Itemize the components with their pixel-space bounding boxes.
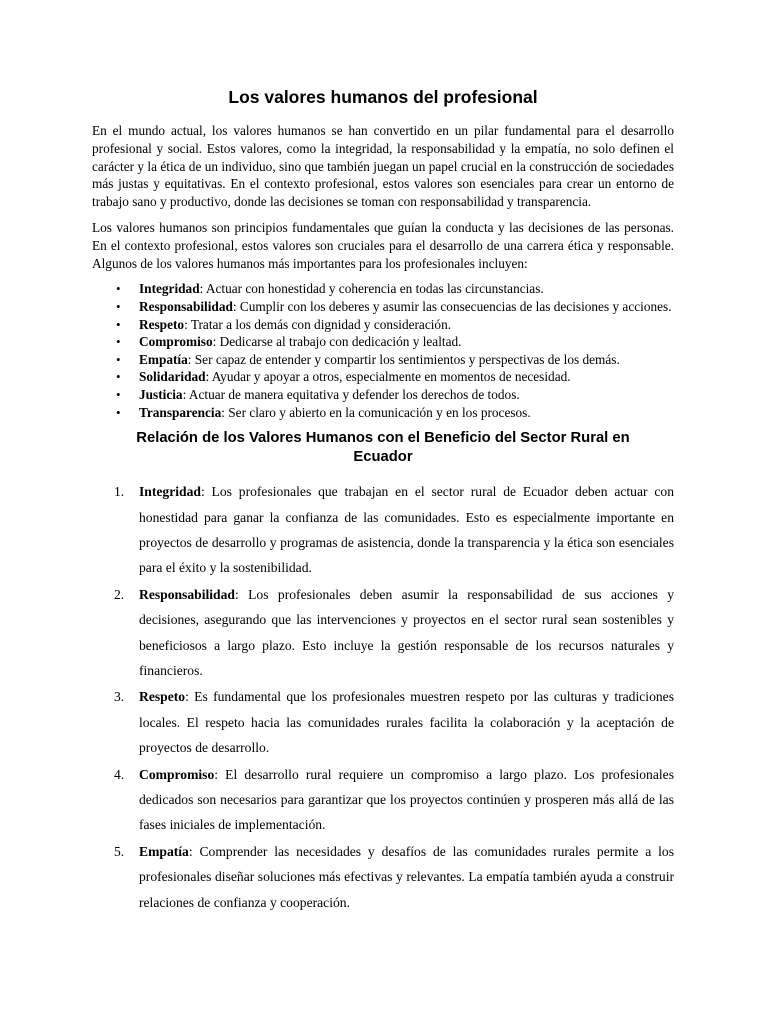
value-term: Transparencia bbox=[139, 404, 222, 420]
value-description: : Actuar con honestidad y coherencia en todas las circunstancias. bbox=[199, 281, 544, 297]
bullet-item bbox=[92, 280, 674, 298]
value-term: Integridad bbox=[139, 281, 200, 297]
value-description: : Ayudar y apoyar a otros, especialmente en momentos de necesidad. bbox=[205, 369, 571, 385]
value-term: Respeto bbox=[139, 689, 186, 705]
item-description: : Los profesionales que trabajan en el sector rural de Ecuador deben actuar con honestidad para ganar la confianza de las comunidades. Esto es especialmente importante en proyectos de desarrollo y programas de asistencia, donde la transparencia y la ética son esenciales para el éxito y la sostenibilidad. bbox=[139, 484, 674, 576]
bullet-item bbox=[92, 333, 674, 351]
document-title: Los valores humanos del profesional bbox=[228, 87, 538, 107]
section-heading: Relación de los Valores Humanos con el Beneficio del Sector Rural en Ecuador bbox=[136, 430, 630, 466]
bullet-item bbox=[92, 368, 674, 386]
bullet-icon: • bbox=[116, 404, 121, 420]
numbered-item bbox=[92, 762, 674, 838]
bullet-icon: • bbox=[116, 334, 121, 350]
numbered-item bbox=[92, 479, 674, 581]
bullet-icon: • bbox=[116, 351, 121, 367]
value-description: : Ser claro y abierto en la comunicación y en los procesos. bbox=[221, 404, 531, 420]
item-number: 4. bbox=[114, 766, 125, 782]
value-term: Solidaridad bbox=[139, 369, 206, 385]
item-number: 2. bbox=[114, 586, 125, 602]
value-term: Respeto bbox=[139, 316, 185, 332]
item-description: : Es fundamental que los profesionales muestren respeto por las culturas y tradiciones locales. El respeto hacia las comunidades rurales facilita la colaboración y la aceptación de proyectos de desarrollo. bbox=[139, 689, 674, 756]
bullet-item bbox=[92, 351, 674, 369]
intro-paragraph: En el mundo actual, los valores humanos se han convertido en un pilar fundamental para el desarrollo profesional y social. Estos valores, como la integridad, la responsabilidad y la empatía, no solo definen el carácter y la ética de un individuo, sino que también juegan un papel crucial en la construcción de sociedades más justas y equitativas. En el contexto profesional, estos valores son esenciales para crear un entorno de trabajo sano y productivo, donde las decisiones se toman con responsabilidad y transparencia. bbox=[92, 123, 674, 210]
value-term: Justicia bbox=[139, 386, 183, 402]
numbered-item bbox=[92, 684, 674, 760]
numbered-item bbox=[92, 582, 674, 684]
value-term: Integridad bbox=[139, 484, 201, 500]
value-description: : Dedicarse al trabajo con dedicación y lealtad. bbox=[212, 334, 462, 350]
value-term: Compromiso bbox=[139, 766, 215, 782]
value-description: : Ser capaz de entender y compartir los sentimientos y perspectivas de los demás. bbox=[187, 351, 620, 367]
bullet-item bbox=[92, 386, 674, 404]
numbered-item bbox=[92, 839, 674, 915]
bullet-icon: • bbox=[116, 298, 121, 314]
value-description: : Actuar de manera equitativa y defender los derechos de todos. bbox=[182, 386, 520, 402]
values-bullet-list bbox=[92, 280, 674, 421]
value-term: Responsabilidad bbox=[139, 298, 233, 314]
item-description: : Los profesionales deben asumir la responsabilidad de sus acciones y decisiones, asegurando que las intervenciones y proyectos en el sector rural sean sostenibles y beneficiosos a largo plazo. Esto incluye la gestión responsable de los recursos naturales y financieros. bbox=[139, 586, 674, 678]
document-body bbox=[92, 84, 674, 916]
intro-paragraph: Los valores humanos son principios fundamentales que guían la conducta y las decisiones de las personas. En el contexto profesional, estos valores son cruciales para el desarrollo de una carrera ética y responsable. Algunos de los valores humanos más importantes para los profesionales incluyen: bbox=[92, 219, 674, 271]
value-description: : Tratar a los demás con dignidad y consideración. bbox=[184, 316, 452, 332]
value-term: Responsabilidad bbox=[139, 586, 235, 602]
item-description: : Comprender las necesidades y desafíos de las comunidades rurales permite a los profesionales diseñar soluciones más efectivas y relevantes. La empatía también ayuda a construir relaciones de confianza y cooperación. bbox=[139, 843, 674, 910]
bullet-item bbox=[92, 298, 674, 316]
item-description: : El desarrollo rural requiere un compromiso a largo plazo. Los profesionales dedicados son necesarios para garantizar que los proyectos continúen y prosperen más allá de las fases iniciales de implementación. bbox=[139, 766, 674, 833]
value-term: Empatía bbox=[139, 351, 188, 367]
value-term: Empatía bbox=[139, 843, 189, 859]
value-term: Compromiso bbox=[139, 334, 213, 350]
item-number: 5. bbox=[114, 843, 125, 859]
bullet-icon: • bbox=[116, 281, 121, 297]
item-number: 1. bbox=[114, 484, 125, 500]
item-number: 3. bbox=[114, 689, 125, 705]
bullet-icon: • bbox=[116, 369, 121, 385]
value-description: : Cumplir con los deberes y asumir las consecuencias de las decisiones y acciones. bbox=[232, 298, 672, 314]
bullet-icon: • bbox=[116, 386, 121, 402]
rural-benefits-numbered-list bbox=[92, 479, 674, 915]
bullet-icon: • bbox=[116, 316, 121, 332]
bullet-item bbox=[92, 404, 674, 422]
bullet-item bbox=[92, 316, 674, 334]
